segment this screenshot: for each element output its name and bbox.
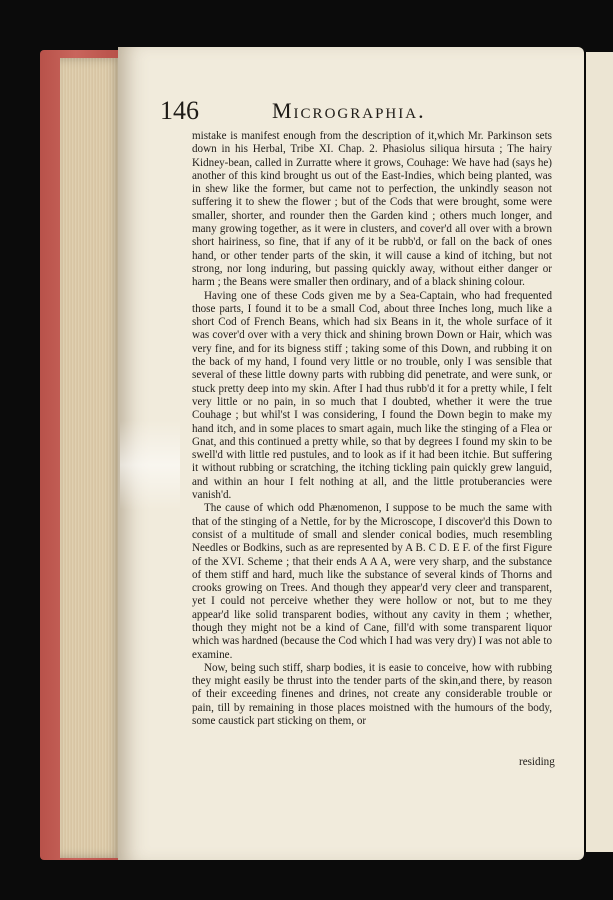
paragraph-lead: mistake is manifest enough from the description of it,which Mr. Parkinson sets down in his Herbal, Tribe XI. Chap. 2. Phasiolus siliqua hirsuta ; The hairy Kidney-bean, called in Zurratte where it grows, Couhage: We have had (says he) another of this kind brought us out of the East-Indies, which being planted, was in shew like the former, but came not to perfection, the unkindly season not suffering it to shew the flower ; but of the Cods that were brought, some were smaller, shorter, and rounder then the Garden kind ; others much longer, and many growing together, as it were in clusters, and cover'd all over with a brown short hairiness, so fine, that if any of it be rubb'd, or fall on the back of ones hand, or other tender parts of the skin, it will cause a kind of itching, but not strong, nor long induring, but passing quickly away, without either danger or harm ; the Beans were smaller then ordinary, and of a black shining colour. [192,130,552,289]
running-title: Micrographia. [272,98,426,123]
paper-clip-highlight [120,420,180,510]
page-number: 146 [160,96,199,125]
paragraph-cause: The cause of which odd Phænomenon, I suppose to be much the same with that of the stinging of a Nettle, for by the Microscope, I discover'd this Down to consist of a multitude of small and slender conical bodies, much resembling Needles or Bodkins, such as are represented by A B. C D. E F. of the first Figure of the XVI. Scheme ; that their ends A A A, were very sharp, and the substance of them stiff and hard, much like the substance of several kinds of Thorns and crooks growing on Trees. And though they appear'd very cleer and transparent, yet I could not perceive whether they were hollow or not, but to me they appear'd like solid transparent bodies, without any cavity in them ; whether, though they might not be a kind of Cane, fill'd with some transparent liquor which was hardned (because the Cod which I had was very dry) I was not able to examine. [192,502,552,661]
paragraph-now: Now, being such stiff, sharp bodies, it is easie to conceive, how with rubbing they might easily be thrust into the tender parts of the skin,and there, by reason of their exceeding finenes and drines, not create any considerable trouble or pain, till by remaining in those places moistned with the humours of the body, some caustick part sticking on them, or [192,661,552,728]
body-text [192,130,552,728]
paragraph-cods: Having one of these Cods given me by a Sea-Captain, who had frequented those parts, I found it to be a small Cod, about three Inches long, much like a short Cod of French Beans, which had six Beans in it, the whole surface of it was cover'd over with a very thick and shining brown Down or Hair, which was very fine, and for its bigness stiff ; taking some of this Down, and rubbing it on the back of my hand, I found very little or no trouble, only I was sensible that several of these little downy parts with rubbing did penetrate, and were sunk, or stuck pretty deep into my skin. After I had thus rubb'd it for a pretty while, I felt very little or no pain, in so much that I doubted, whether it were the true Couhage ; but whil'st I was considering, I found the Down begin to make my hand itch, and in some places to smart again, much like the stinging of a Flea or Gnat, and this continued a pretty while, so that by degrees I found my skin to be swell'd with little red pustules, and to look as if it had been itchie. But suffering it without rubbing or scratching, the itching tickling pain quickly grew languid, and within an hour I felt nothing at all, and the little protuberancies were vanish'd. [192,289,552,502]
facing-page-edge [586,52,613,852]
page-header [160,96,572,130]
catchword: residing [519,756,555,768]
page-block-edges [60,58,122,858]
